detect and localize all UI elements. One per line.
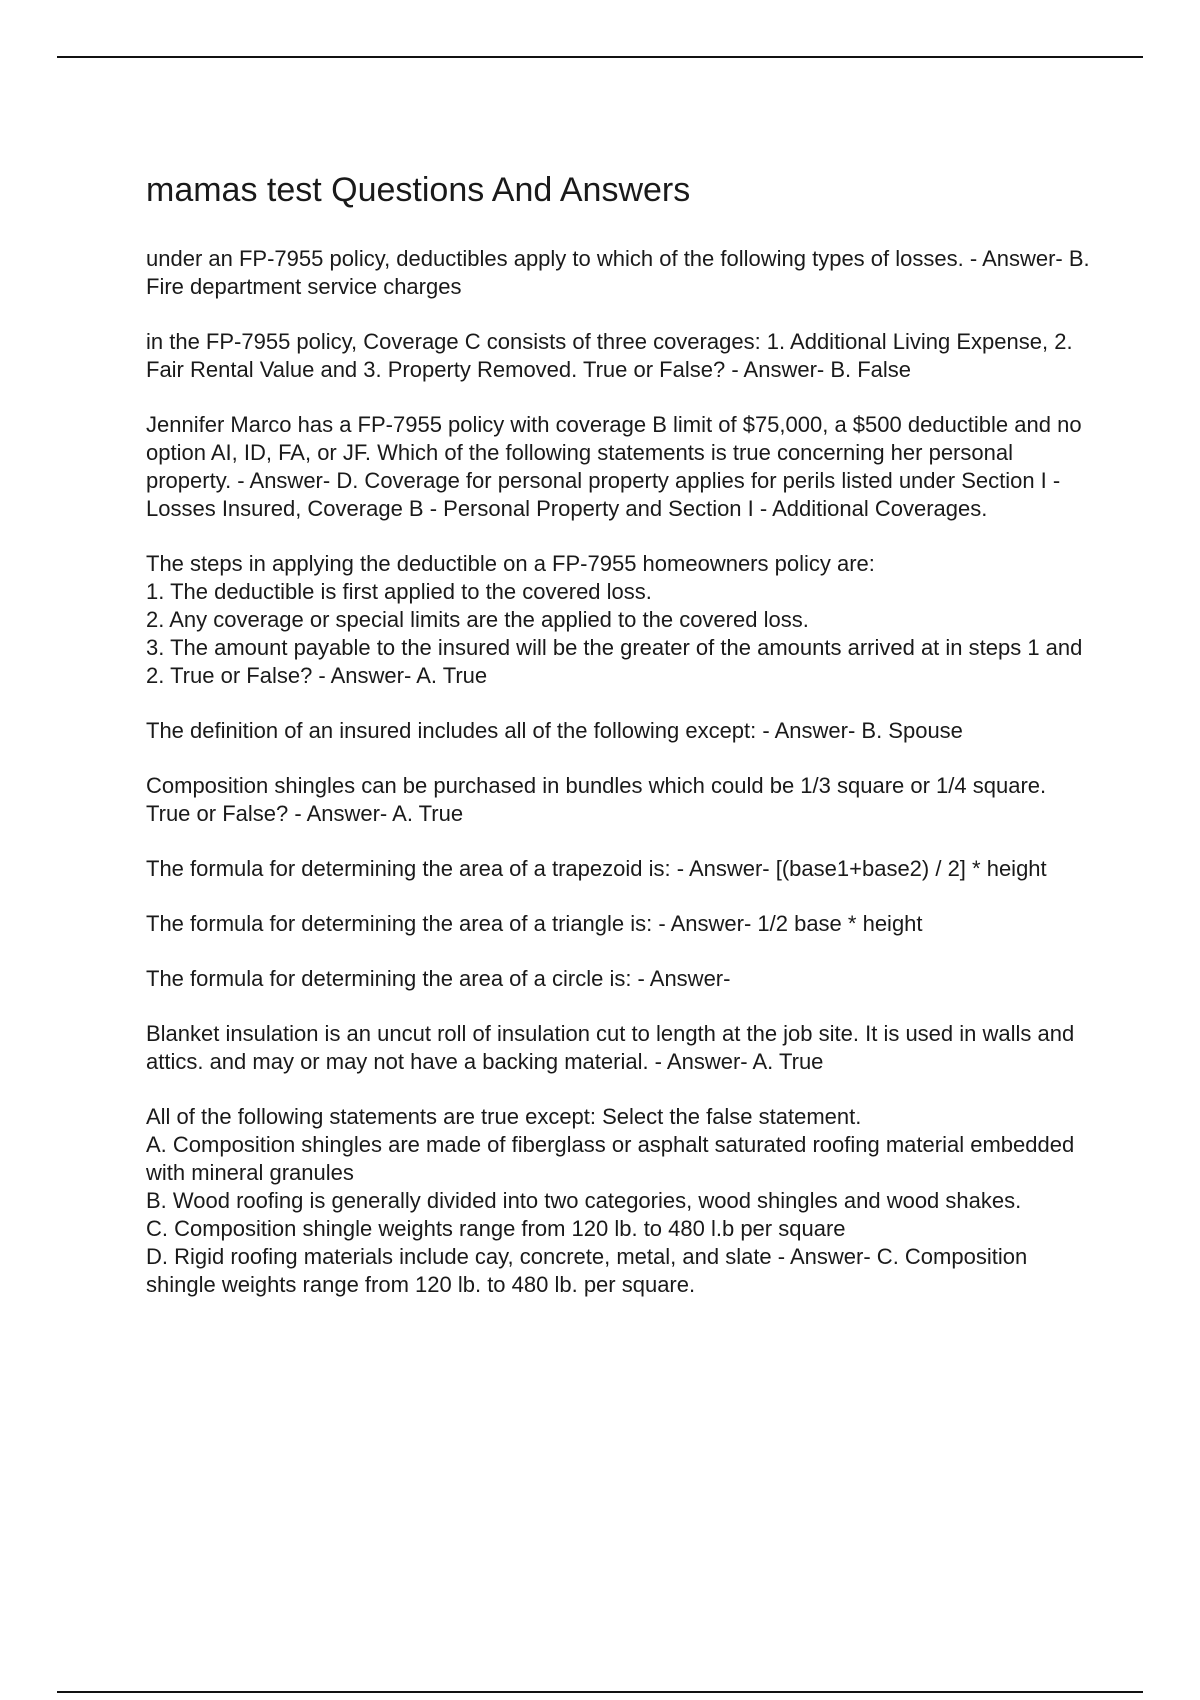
header-rule bbox=[57, 56, 1143, 58]
qa-entry: Blanket insulation is an uncut roll of insulation cut to length at the job site. It is used in walls and attics. and may or may not have a backing material. - Answer- A. True bbox=[146, 1020, 1075, 1074]
qa-entry: All of the following statements are true except: Select the false statement. A. Composition shingles are made of fiberglass or asphalt saturated roofing material embedded with mineral granules B. Wood roofing is generally divided into two categories, wood shingles and wood shakes. C. Composition shingle weights range from 120 lb. to 480 l.b per square D. Rigid roofing materials include cay, concrete, metal, and slate - Answer- C. Composition shingle weights range from 120 lb. to 480 lb. per square. bbox=[146, 1103, 1075, 1297]
qa-entry: The definition of an insured includes all of the following except: - Answer- B. Spouse bbox=[146, 717, 963, 743]
qa-entry: The formula for determining the area of a trapezoid is: - Answer- [(base1+base2) / 2] * height bbox=[146, 855, 1047, 881]
qa-entry: The steps in applying the deductible on a FP-7955 homeowners policy are: 1. The deductible is first applied to the covered loss. 2. Any coverage or special limits are the applied to the covered loss. 3. The amount payable to the insured will be the greater of the amounts arrived at in steps 1 and 2. True or False? - Answer- A. True bbox=[146, 550, 1083, 688]
document-body bbox=[146, 170, 1096, 1326]
qa-entry: in the FP-7955 policy, Coverage C consists of three coverages: 1. Additional Living Expense, 2. Fair Rental Value and 3. Property Removed. True or False? - Answer- B. False bbox=[146, 328, 1073, 382]
qa-entry: Composition shingles can be purchased in bundles which could be 1/3 square or 1/4 square. True or False? - Answer- A. True bbox=[146, 772, 1047, 826]
qa-entry: under an FP-7955 policy, deductibles apply to which of the following types of losses. - Answer- B. Fire department service charges bbox=[146, 245, 1090, 299]
qa-entry: The formula for determining the area of a circle is: - Answer- bbox=[146, 965, 731, 991]
qa-entry: Jennifer Marco has a FP-7955 policy with coverage B limit of $75,000, a $500 deductible and no option AI, ID, FA, or JF. Which of the following statements is true concerning her personal property. - Answer- D. Coverage for personal property applies for perils listed under Section I - Losses Insured, Coverage B - Personal Property and Section I - Additional Coverages. bbox=[146, 411, 1082, 521]
footer-rule bbox=[57, 1691, 1143, 1693]
page-title: mamas test Questions And Answers bbox=[146, 171, 691, 209]
qa-entry: The formula for determining the area of a triangle is: - Answer- 1/2 base * height bbox=[146, 910, 923, 936]
